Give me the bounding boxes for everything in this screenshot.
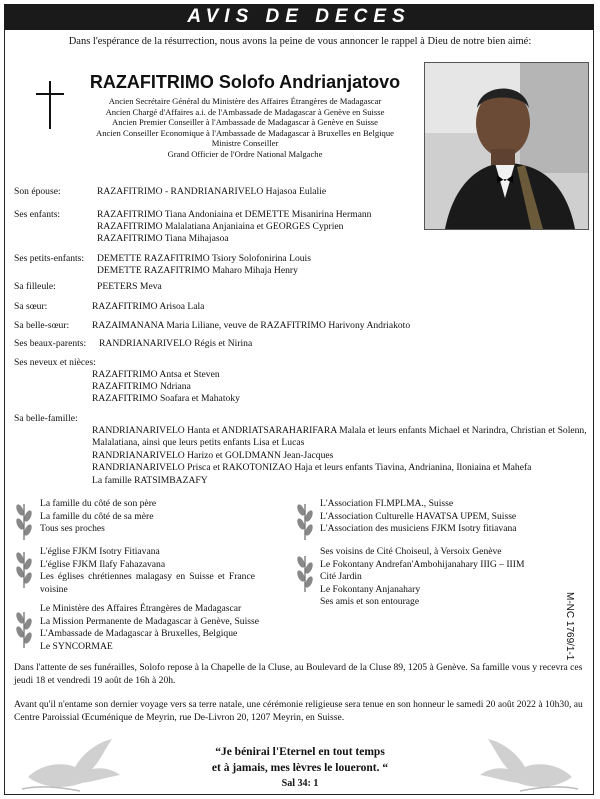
dove-icon	[20, 737, 130, 793]
spouse-label: Son épouse:	[14, 186, 61, 197]
group-line: La famille du côté de son père	[40, 498, 157, 509]
title-line: Ministre Conseiller	[211, 138, 279, 148]
condolence-group	[40, 498, 285, 536]
in-law-line: La famille RATSIMBAZAFY	[92, 474, 208, 486]
group-line: La famille du côté de sa mère	[40, 510, 154, 522]
group-line: Le SYNCORMAE	[40, 640, 113, 652]
child-line: RAZAFITRIMO Malalatiana Anjaniaina et GEORGES Cyprien	[97, 221, 344, 232]
group-line: Cité Jardin	[320, 571, 362, 583]
cross-icon	[35, 81, 65, 129]
child-line: RAZAFITRIMO Tiana Mihajasoa	[97, 233, 229, 244]
quote-line: “Je bénirai l'Eternel en tout temps	[215, 746, 385, 758]
sister-in-law-label: Sa belle-sœur:	[14, 320, 70, 331]
in-law-line: RANDRIANARIVELO Hanta et ANDRIATSARAHARIFARA Malala et leurs enfants Michael et Narindra, Christian et Solenn, Malalatiana, ainsi que leurs petits enfants Lisa et Lucas	[92, 425, 587, 449]
in-laws-list	[92, 425, 588, 487]
notice-banner: AVIS DE DECES	[4, 4, 594, 30]
group-line: Ses amis et son entourage	[320, 596, 420, 608]
quote-reference: Sal 34: 1	[281, 778, 319, 789]
group-line: Le Fokontany Anjanahary	[320, 583, 421, 595]
sister-in-law-name: RAZAIMANANA Maria Liliane, veuve de RAZAFITRIMO Harivony Andriakoto	[92, 320, 411, 331]
grandchild-line: DEMETTE RAZAFITRIMO Maharo Mihaja Henry	[97, 265, 298, 276]
reference-code: M-NC 1769/1-1	[564, 592, 575, 661]
nephew-line: RAZAFITRIMO Antsa et Steven	[92, 369, 220, 380]
group-line: Ses voisins de Cité Choiseul, à Versoix Genève	[320, 546, 502, 557]
sister-label: Sa sœur:	[14, 301, 48, 312]
grandchild-line: DEMETTE RAZAFITRIMO Tsiory Solofonirina Louis	[97, 253, 311, 264]
group-line: L'Association FI.MPLMA., Suisse	[320, 498, 454, 509]
group-line: Le Fokontany Andrefan'Ambohijanahary IIIG – IIIM	[320, 558, 525, 570]
deceased-name: RAZAFITRIMO Solofo Andrianjatovo	[89, 72, 401, 92]
olive-branch-icon	[14, 500, 34, 540]
funeral-rest-text: Dans l'attente de ses funérailles, Solofo repose à la Chapelle de la Cluse, au Boulevard de la Cluse 89, 1205 à Genève. Sa famille vous y recevra ces jeudi 18 et vendredi 19 août de 16h à 20h.	[14, 662, 583, 686]
group-line: L'Association Culturelle HAVATSA UPEM, Suisse	[320, 510, 517, 522]
olive-branch-icon	[295, 500, 315, 540]
group-line: L'église FJKM Isotry Fitiavana	[40, 546, 160, 557]
spouse-name: RAZAFITRIMO - RANDRIANARIVELO Hajasoa Eulalie	[97, 186, 327, 197]
title-line: Ancien Conseiller Economique à l'Ambassade de Madagascar à Bruxelles en Belgique	[96, 127, 394, 138]
title-line: Grand Officier de l'Ordre National Malgache	[167, 148, 323, 159]
title-line: Ancien Secrétaire Général du Ministère des Affaires Étrangères de Madagascar	[108, 96, 382, 106]
goddaughter-name: PEETERS Meva	[97, 281, 162, 292]
in-law-line: RANDRIANARIVELO Prisca et RAKOTONIZAO Haja et leurs enfants Tiavina, Andrianina, Iloniaina et Mahefa	[92, 462, 532, 474]
nephews-label: Ses neveux et nièces:	[14, 357, 96, 368]
quote-line: et à jamais, mes lèvres le loueront. “	[211, 762, 389, 774]
group-line: L'Ambassade de Madagascar à Bruxelles, Belgique	[40, 628, 238, 640]
portrait-photo	[424, 62, 589, 230]
olive-branch-icon	[14, 548, 34, 588]
children-label: Ses enfants:	[14, 209, 61, 220]
in-law-line: RANDRIANARIVELO Harizo et GOLDMANN Jean-Jacques	[92, 449, 334, 461]
olive-branch-icon	[14, 608, 34, 648]
group-line: Les églises chrétiennes malagasy en Suisse et France voisine	[40, 571, 255, 595]
intro-text: Dans l'espérance de la résurrection, nous avons la peine de vous annoncer le rappel à Dieu de notre bien aimé:	[68, 36, 532, 47]
condolence-group	[40, 603, 300, 653]
group-line: L'église FJKM Ilafy Fahazavana	[40, 558, 166, 570]
title-line: Ancien Chargé d'Affaires a.i. de l'Ambassade de Madagascar à Genève en Suisse	[105, 106, 385, 117]
condolence-group	[320, 546, 575, 609]
title-line: Ancien Premier Conseiller à l'Ambassade de Madagascar à Genève en Suisse	[112, 117, 378, 127]
grandchildren-label: Ses petits-enfants:	[14, 253, 85, 264]
goddaughter-label: Sa filleule:	[14, 281, 56, 292]
scripture-quote	[150, 744, 450, 792]
group-line: Le Ministère des Affaires Étrangères de Madagascar	[40, 603, 242, 614]
sister-name: RAZAFITRIMO Arisoa Lala	[92, 301, 205, 312]
child-line: RAZAFITRIMO Tiana Andoniaina et DEMETTE Misanirina Hermann	[97, 209, 372, 220]
parents-in-law-label: Ses beaux-parents:	[14, 338, 87, 349]
nephew-line: RAZAFITRIMO Ndriana	[92, 381, 191, 392]
group-line: La Mission Permanente de Madagascar à Genève, Suisse	[40, 615, 259, 627]
deceased-titles	[70, 96, 420, 159]
condolence-group	[320, 498, 575, 536]
ceremony-text: Avant qu'il n'entame son dernier voyage vers sa terre natale, une cérémonie religieuse sera tenue en son honneur le samedi 20 août 2022 à 10h30, au Centre Paroissial Œcuménique de Meyrin, rue De-Livron 20, 1207 Meyrin, en Suisse.	[14, 699, 583, 723]
condolence-group	[40, 546, 255, 596]
nephew-line: RAZAFITRIMO Soafara et Mahatoky	[92, 393, 240, 404]
group-line: Tous ses proches	[40, 523, 105, 535]
in-laws-label: Sa belle-famille:	[14, 413, 78, 424]
group-line: L'Association des musiciens FJKM Isotry fitiavana	[320, 523, 517, 535]
dove-icon	[470, 737, 580, 793]
olive-branch-icon	[295, 552, 315, 592]
parents-in-law-name: RANDRIANARIVELO Régis et Nirina	[99, 338, 253, 349]
